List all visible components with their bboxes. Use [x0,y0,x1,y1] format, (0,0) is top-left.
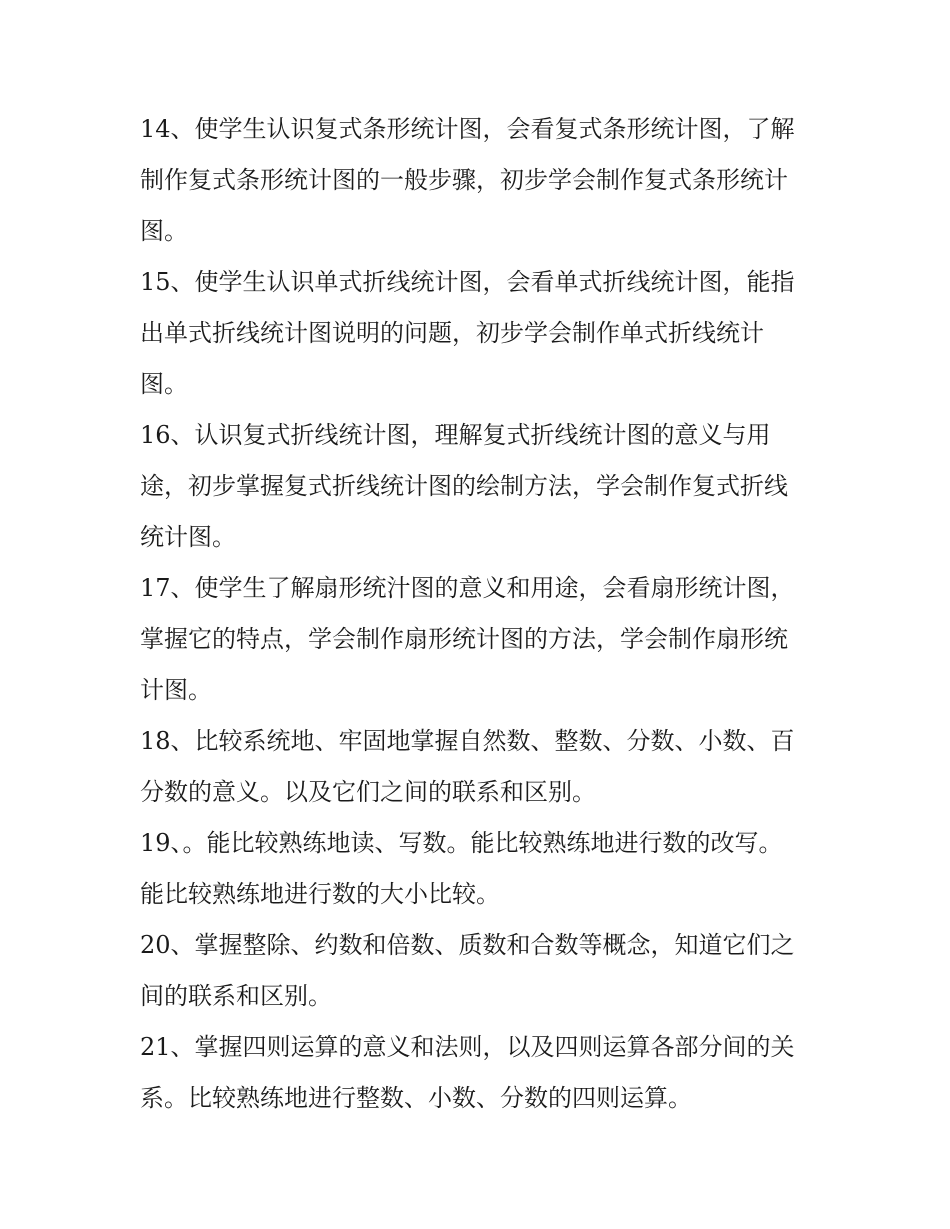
text-line: 19、。能比较熟练地读、写数。能比较熟练地进行数的改写。 [140,829,783,857]
list-item-21 [140,1022,812,1124]
text-line: 15、使学生认识单式折线统计图，会看单式折线统计图，能指 [140,268,795,296]
text-line: 16、认识复式折线统计图，理解复式折线统计图的意义与用 [140,421,771,449]
text-line: 系。比较熟练地进行整数、小数、分数的四则运算。 [140,1084,692,1112]
text-line: 计图。 [140,676,212,704]
text-line: 图。 [140,370,188,398]
text-line: 14、使学生认识复式条形统计图，会看复式条形统计图，了解 [140,115,795,143]
text-line: 统计图。 [140,523,236,551]
text-line: 分数的意义。以及它们之间的联系和区别。 [140,778,596,806]
text-line: 掌握它的特点，学会制作扇形统计图的方法，学会制作扇形统 [140,625,788,653]
text-line: 18、比较系统地、牢固地掌握自然数、整数、分数、小数、百 [140,727,795,755]
text-line: 间的联系和区别。 [140,982,332,1010]
text-line: 途，初步掌握复式折线统计图的绘制方法，学会制作复式折线 [140,472,788,500]
text-line: 图。 [140,217,188,245]
list-item-16 [140,410,812,563]
text-line: 制作复式条形统计图的一般步骤，初步学会制作复式条形统计 [140,166,788,194]
text-line: 能比较熟练地进行数的大小比较。 [140,880,500,908]
document-body [140,104,812,1124]
list-item-18 [140,716,812,818]
list-item-20 [140,920,812,1022]
list-item-15 [140,257,812,410]
list-item-14 [140,104,812,257]
text-line: 17、使学生了解扇形统汁图的意义和用途，会看扇形统计图， [140,574,795,602]
list-item-19 [140,818,812,920]
text-line: 21、掌握四则运算的意义和法则，以及四则运算各部分间的关 [140,1033,795,1061]
text-line: 出单式折线统计图说明的问题，初步学会制作单式折线统计 [140,319,764,347]
text-line: 20、掌握整除、约数和倍数、质数和合数等概念，知道它们之 [140,931,795,959]
list-item-17 [140,563,812,716]
